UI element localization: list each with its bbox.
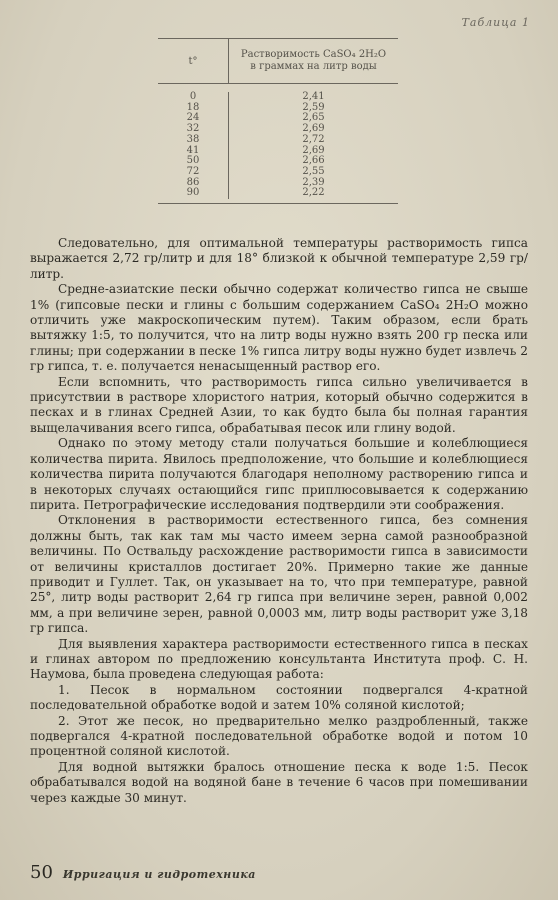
table-cell-s: 2,69 bbox=[302, 144, 325, 156]
paragraph: Отклонения в растворимости естественного гипса, без сомнения должны быть, так как там мы часто имеем зерна самой разнообразной величины. По Оствальду расхождение растворимости гипса в зависимости от величины кристаллов достигает 20%. Примерно такие же данные приводит и Гуллет. Так, он указывает на то, что при температуре, равной 25°, литр воды растворит 2,64 гр гипса при величине зерен, равной 0,002 мм, а при величине зерен, равной 0,0003 мм, литр воды растворит уже 3,18 гр гипса. bbox=[30, 513, 528, 636]
paragraph: Если вспомнить, что растворимость гипса сильно увеличивается в присутствии в растворе хлористого натрия, который обычно содержится в песках и в глинах Средней Азии, то как будто была бы полная гарантия выщелачивания всего гипса, обрабатывая песок или глину водой. bbox=[30, 374, 528, 435]
paragraph: Однако по этому методу стали получаться большие и колеблющиеся количества пирита. Явилось предположение, что большие и колеблющиеся количества пирита получаются благодаря неполному растворению гипса и в некоторых случаях остающийся гипс приплюсовывается к содержанию пирита. Петрографические исследования подтвердили эти соображения. bbox=[30, 436, 528, 512]
table-cell-s: 2,41 bbox=[302, 91, 325, 102]
table-cell-t: 18 bbox=[186, 101, 200, 113]
table-cell-t: 0 bbox=[189, 91, 197, 102]
table-cell-t: 38 bbox=[186, 133, 200, 145]
table-cell-t: 72 bbox=[186, 165, 200, 177]
table-cell-s: 2,66 bbox=[302, 155, 325, 167]
journal-title: Ирригация и гидротехника bbox=[62, 868, 256, 881]
table-cell-s: 2,39 bbox=[302, 176, 325, 188]
paragraph: Средне-азиатские пески обычно содержат количество гипса не свыше 1% (гипсовые пески и глины с большим содержанием CaSO₄ 2H₂O можно отличить уже макроскопическим путем). Таким образом, если брать вытяжку 1:5, то получится, что на литр воды нужно взять 200 гр песка или глины; при содержании в песке 1% гипса литру воды нужно будет извлечь 2 гр гипса, т. е. получается ненасыщенный раствор его. bbox=[30, 282, 528, 374]
temperature-column bbox=[158, 92, 228, 199]
table-body bbox=[158, 92, 398, 204]
table-cell-t: 41 bbox=[186, 144, 200, 156]
table-cell-s: 2,72 bbox=[302, 133, 325, 145]
paragraph: Следовательно, для оптимальной температуры растворимость гипса выражается 2,72 гр/литр и для 18° близкой к обычной температуре 2,59 гр/литр. bbox=[30, 236, 528, 281]
paragraph: Для выявления характера растворимости естественного гипса в песках и глинах автором по предложению консультанта Института проф. С. Н. Наумова, была проведена следующая работа: bbox=[30, 636, 528, 682]
page-number: 50 bbox=[30, 862, 53, 883]
table-header bbox=[158, 38, 398, 84]
paragraph: 2. Этот же песок, но предварительно мелко раздробленный, также подвергался 4-кратной последовательной обработке водой и потом 10 процентной соляной кислотой. bbox=[30, 713, 528, 759]
paragraph: 1. Песок в нормальном состоянии подвергался 4-кратной последовательной обработке водой и затем 10% соляной кислотой; bbox=[30, 682, 528, 713]
solubility-table bbox=[158, 38, 398, 204]
table-cell-t: 24 bbox=[186, 112, 200, 124]
table-cell-s: 2,69 bbox=[302, 123, 325, 135]
table-cell-t: 50 bbox=[186, 155, 200, 167]
table-cell-s: 2,55 bbox=[302, 165, 325, 177]
table-cell-t: 32 bbox=[186, 123, 200, 135]
table-cell-s: 2,65 bbox=[302, 112, 325, 124]
header-solubility bbox=[228, 39, 398, 83]
header-temperature: t° bbox=[188, 55, 198, 67]
header-solubility-line2: в граммах на литр воды bbox=[250, 61, 377, 72]
table-cell-s: 2,59 bbox=[302, 101, 325, 113]
table-cell-t: 90 bbox=[186, 187, 200, 199]
table-cell-s: 2,22 bbox=[302, 187, 325, 199]
table-label: Таблица 1 bbox=[461, 16, 530, 29]
header-solubility-line1: Растворимость CaSO₄ 2H₂O bbox=[240, 48, 387, 60]
solubility-column bbox=[228, 92, 398, 199]
body-text bbox=[30, 236, 528, 806]
paragraph: Для водной вытяжки бралось отношение песка к воде 1:5. Песок обрабатывался водой на водяной бане в течение 6 часов при помешивании через каждые 30 минут. bbox=[30, 759, 528, 805]
table-cell-t: 86 bbox=[186, 176, 200, 188]
page-footer bbox=[30, 862, 256, 883]
